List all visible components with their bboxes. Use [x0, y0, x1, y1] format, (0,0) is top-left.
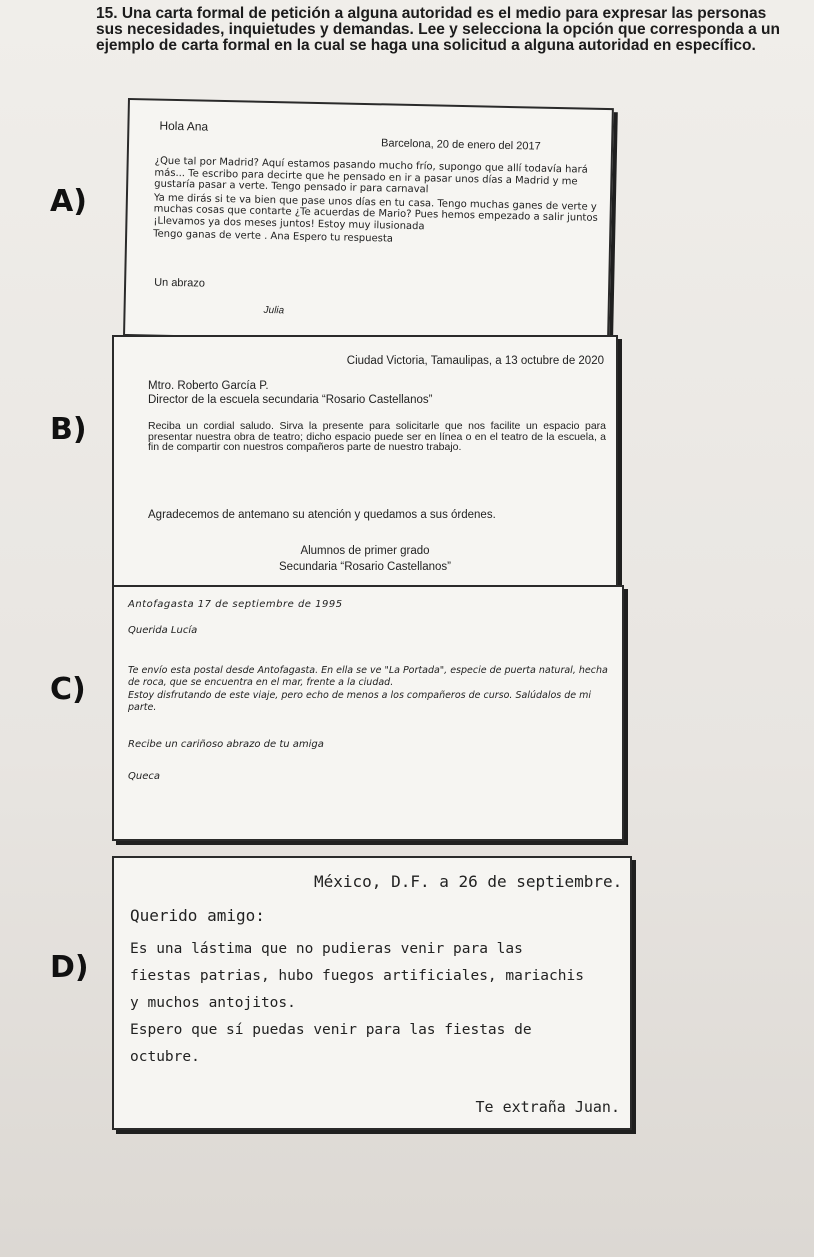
option-c-paragraph: Estoy disfrutando de este viaje, pero echo de menos a los compañeros de curso. Salúdalos de mi parte.: [128, 690, 592, 713]
option-d-body-line: y muchos antojitos.: [130, 995, 296, 1011]
option-a-label[interactable]: A): [50, 184, 87, 219]
question-prompt: 15. Una carta formal de petición a alguna autoridad es el medio para expresar las personas sus necesidades, inquietudes y demandas. Lee y selecciona la opción que corresponda a un ejemplo de carta formal en la cual se haga una solicitud a alguna autoridad en específico.: [96, 5, 780, 54]
option-b-signature: [114, 543, 616, 575]
option-a-paragraph: Tengo ganas de verte . Ana Espero tu respuesta: [153, 228, 394, 245]
option-d-letter-card[interactable]: [112, 856, 632, 1130]
option-d-date: México, D.F. a 26 de septiembre.: [314, 872, 623, 891]
option-d-body-line: Espero que sí puedas venir para las fiestas de: [130, 1022, 532, 1038]
option-c-date: Antofagasta 17 de septiembre de 1995: [128, 599, 343, 610]
option-a-body: [153, 156, 603, 252]
option-a-date: Barcelona, 20 de enero del 2017: [380, 137, 541, 153]
option-c-signature: Queca: [128, 771, 160, 782]
option-a-signature: Julia: [263, 304, 285, 317]
option-d-label[interactable]: D): [50, 950, 89, 985]
option-d-greeting: Querido amigo:: [130, 906, 265, 925]
option-a-letter-card[interactable]: [123, 98, 614, 346]
option-b-signature-line: Alumnos de primer grado: [300, 545, 430, 557]
option-a-closing: Un abrazo: [154, 276, 206, 290]
option-a-greeting: Hola Ana: [159, 118, 209, 134]
option-d-body: [130, 936, 626, 1071]
option-c-closing: Recibe un cariñoso abrazo de tu amiga: [128, 739, 324, 750]
option-d-body-line: octubre.: [130, 1049, 200, 1065]
option-b-date: Ciudad Victoria, Tamaulipas, a 13 octubre de 2020: [346, 355, 604, 367]
option-c-body: [128, 665, 618, 715]
option-d-body-line: Es una lástima que no pudieras venir para las: [130, 941, 523, 957]
option-b-label[interactable]: B): [50, 412, 87, 447]
option-b-recipient: [148, 379, 432, 407]
option-a-paragraph: Ya me dirás si te va bien que pase unos días en tu casa. Tengo muchas ganes de verte y muchas cosas que contarte ¿Te acuerdas de Mario? Pues hemos empezado a salir juntos ¡Llevamos ya dos meses juntos! Estoy muy ilusionada: [153, 192, 598, 232]
option-c-paragraph: Te envío esta postal desde Antofagasta. En ella se ve "La Portada", especie de puerta natural, hecha de roca, que se encuentra en el mar, frente a la ciudad.: [128, 665, 608, 688]
option-d-signature: Te extraña Juan.: [475, 1098, 620, 1116]
option-b-recipient-name: Mtro. Roberto García P.: [148, 380, 269, 392]
option-b-signature-line: Secundaria “Rosario Castellanos”: [279, 561, 451, 573]
option-c-letter-card[interactable]: [112, 585, 624, 841]
option-b-body: Reciba un cordial saludo. Sirva la presente para solicitarle que nos facilite un espacio para presentar nuestra obra de teatro; dicho espacio puede ser en línea o en el teatro de la escuela, a fin de compartir con nuestros compañeros parte de nuestro trabajo.: [148, 420, 606, 453]
option-b-letter-card[interactable]: [112, 335, 618, 587]
option-c-greeting: Querida Lucía: [128, 625, 198, 636]
option-b-recipient-title: Director de la escuela secundaria “Rosario Castellanos”: [148, 394, 433, 406]
option-b-thanks: Agradecemos de antemano su atención y quedamos a sus órdenes.: [148, 509, 496, 521]
option-c-label[interactable]: C): [50, 672, 86, 707]
option-d-body-line: fiestas patrias, hubo fuegos artificiales, mariachis: [130, 968, 584, 984]
option-a-paragraph: ¿Que tal por Madrid? Aquí estamos pasando mucho frío, supongo que allí todavía hará más... Te escribo para decirte que he pensado en ir a pasar unos días a Madrid y me gustaría pasar a verte. Tengo pensado ir para carnaval: [154, 155, 588, 196]
